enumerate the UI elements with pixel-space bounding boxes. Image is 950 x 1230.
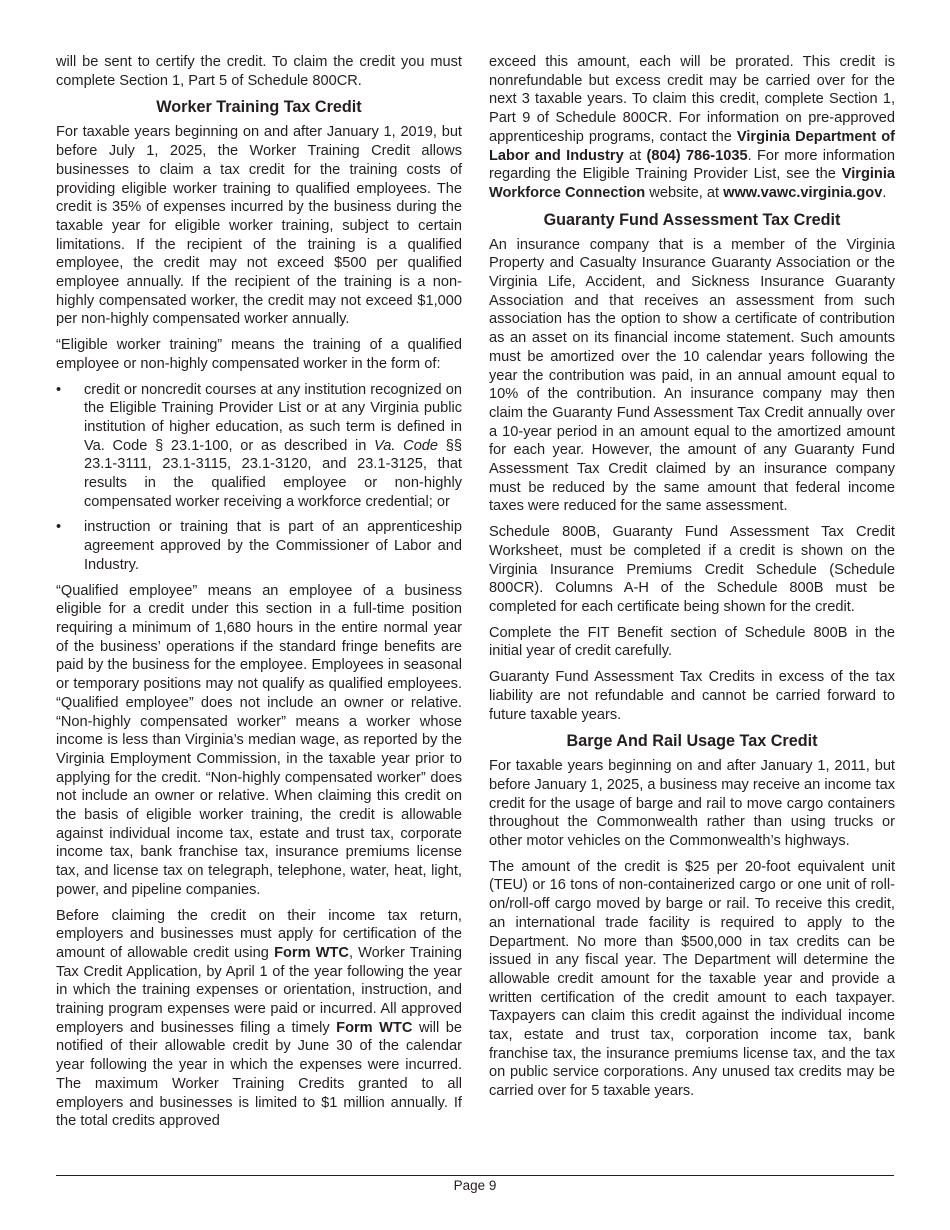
continued-paragraph-right: exceed this amount, each will be prorated. This credit is nonrefundable but excess credit may be carried over for the next 3 taxable years. To claim this credit, complete Section 1, Part 9 of Schedule 800CR. For information on pre-approved apprenticeship programs, contact the Virginia Department of Labor and Industry at (804) 786-1035. For more information regarding the Eligible Training Provider List, see the Virginia Workforce Connection website, at www.vawc.virginia.gov.	[489, 54, 895, 201]
guaranty-fund-paragraph-4: Guaranty Fund Assessment Tax Credits in excess of the tax liability are not refundable and cannot be carried forward to future taxable years.	[489, 669, 895, 723]
guaranty-fund-paragraph-3: Complete the FIT Benefit section of Schedule 800B in the initial year of credit carefully.	[489, 624, 895, 660]
barge-rail-paragraph-2: The amount of the credit is $25 per 20-foot equivalent unit (TEU) or 16 tons of non-containerized cargo or one unit of roll-on/roll-off cargo moved by barge or rail. To receive this credit, an international trade facility is required to apply to the Department. No more than $500,000 in tax credits can be issued in any fiscal year. The Department will determine the allowable credit amount for the taxable year and provide a written certification of the credit amount to each taxpayer. Taxpayers can claim this credit against the individual income tax, estate and trust tax, corporation income tax, bank franchise tax, the insurance premiums license tax, and the tax on public service corporations. Any unused tax credits may be carried over for 5 taxable years.	[489, 858, 895, 1100]
guaranty-fund-heading: Guaranty Fund Assessment Tax Credit	[543, 210, 841, 229]
left-column	[56, 53, 462, 1138]
bullet-icon: •	[56, 381, 62, 398]
page-number: Page 9	[453, 1178, 497, 1193]
list-item: • credit or noncredit courses at any institution recognized on the Eligible Training Provider List or at any Virginia public institution of higher education, as such term is defined in Va. Code § 23.1-100, or as described in Va. Code §§ 23.1-3111, 23.1-3115, 23.1-3120, and 23.1-3125, that results in the qualified employee or non-highly compensated worker receiving a workforce credential; or	[56, 381, 462, 510]
eligible-training-list	[56, 381, 462, 575]
right-column	[489, 53, 895, 1108]
bullet-icon: •	[56, 519, 62, 536]
guaranty-fund-paragraph-2: Schedule 800B, Guaranty Fund Assessment Tax Credit Worksheet, must be completed if a credit is shown on the Virginia Insurance Premiums Credit Schedule (Schedule 800CR). Columns A-H of the Schedule 800B must be completed for each certificate being shown for the credit.	[489, 524, 895, 615]
guaranty-fund-paragraph-1: An insurance company that is a member of the Virginia Property and Casualty Insurance Guaranty Association or the Virginia Life, Accident, and Sickness Insurance Guaranty Association and that receives an assessment from such association has the option to show a certificate of contribution as an asset on its financial income statement. Such amounts must be amortized over the 10 calendar years following the year the contribution was paid, in an annual amount equal to 10% of the contribution. An insurance company may then claim the Guaranty Fund Assessment Tax Credit annually over a 10-year period in an amount equal to the amortized amount for each year. However, the amount of any Guaranty Fund Assessment Tax Credit claimed by an insurance company must be reduced by the same amount that federal income taxes were reduced for the same assessment.	[489, 236, 895, 515]
worker-training-heading: Worker Training Tax Credit	[156, 98, 362, 117]
worker-training-paragraph-1: For taxable years beginning on and after January 1, 2019, but before July 1, 2025, the Worker Training Credit allows businesses to claim a tax credit for the training costs of providing eligible worker training to qualified employees. The credit is 35% of expenses incurred by the business during the taxable year for eligible worker training, subject to certain limitations. If the recipient of the training is a qualified employee, the credit may not exceed $500 per qualified employee annually. If the recipient of the training is a non-highly compensated worker, the credit may not exceed $1,000 per non-highly compensated worker annually.	[56, 124, 462, 328]
footer-divider	[56, 1175, 894, 1176]
barge-rail-paragraph-1: For taxable years beginning on and after January 1, 2011, but before January 1, 2025, a business may receive an income tax credit for the usage of barge and rail to move cargo containers throughout the Commonwealth rather than using trucks or other motor vehicles on the Commonwealth’s highways.	[489, 758, 895, 850]
certification-paragraph: Before claiming the credit on their income tax return, employers and businesses must apply for certification of the amount of allowable credit using Form WTC, Worker Training Tax Credit Application, by April 1 of the year following the year in which the training expenses or orientation, instruction, and training program expenses were paid or incurred. All approved employers and businesses filing a timely Form WTC will be notified of their allowable credit by June 30 of the calendar year following the year in which the expenses were incurred. The maximum Worker Training Credits granted to all employers and businesses is limited to $1 million annually. If the total credits approved	[56, 907, 462, 1130]
qualified-employee-paragraph: “Qualified employee” means an employee of a business eligible for a credit under this section in a full-time position requiring a minimum of 1,680 hours in the entire normal year of the business’ operations if the standard fringe benefits are paid by the business for the employee. Employees in seasonal or temporary positions may not qualify as qualified employees. “Qualified employee” does not include an owner or relative. “Non-highly compensated worker” means a worker whose income is less than Virginia’s median wage, as reported by the Virginia Employment Commission, in the taxable year prior to applying for the credit. “Non-highly compensated worker” does not include an owner or relative. When claiming this credit on the basis of eligible worker training, the credit is allowable against individual income tax, estate and trust tax, corporate income tax, bank franchise tax, insurance premiums license tax, and license tax on telegraph, telephone, water, heat, light, power, and pipeline companies.	[56, 582, 462, 898]
list-item: • instruction or training that is part of an apprenticeship agreement approved by the Commissioner of Labor and Industry.	[56, 519, 462, 573]
eligible-training-definition: “Eligible worker training” means the training of a qualified employee or non-highly compensated worker in the form of:	[56, 337, 462, 372]
barge-rail-heading: Barge And Rail Usage Tax Credit	[566, 732, 818, 751]
continued-paragraph: will be sent to certify the credit. To claim the credit you must complete Section 1, Part 5 of Schedule 800CR.	[56, 54, 462, 89]
